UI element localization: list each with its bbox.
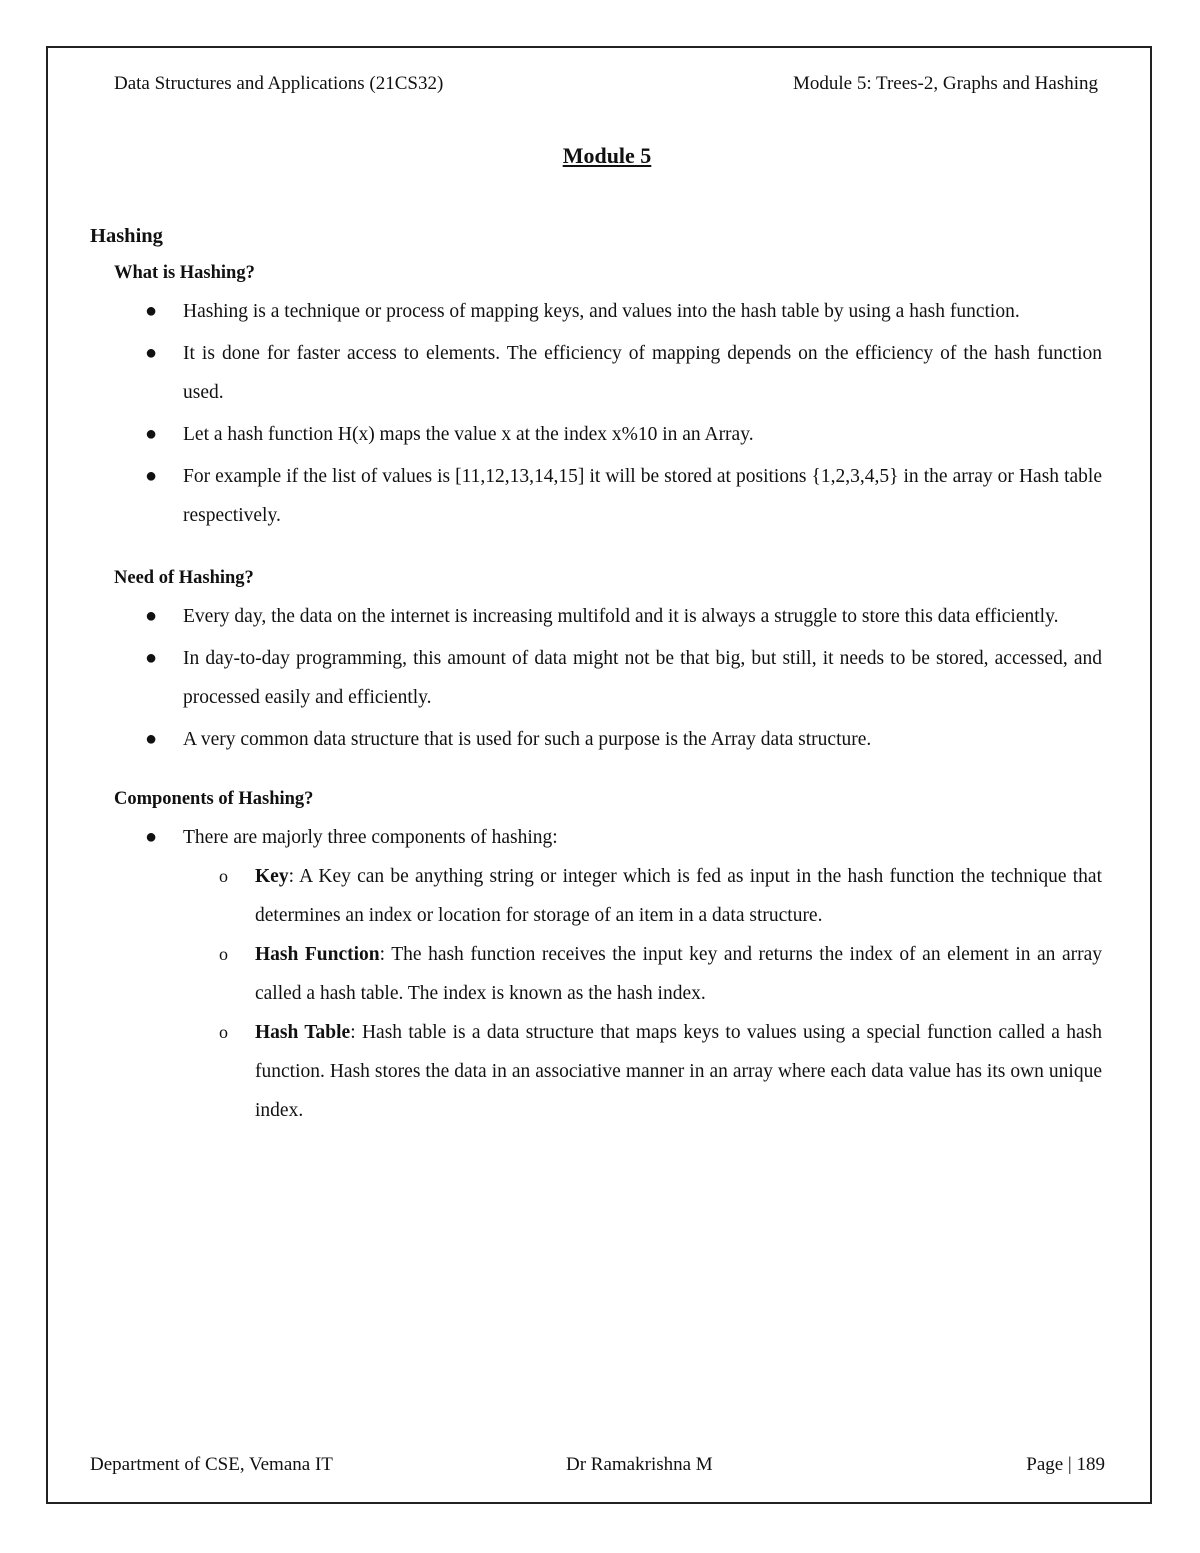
footer-department: Department of CSE, Vemana IT xyxy=(90,1454,333,1475)
section-heading-hashing: Hashing xyxy=(90,225,163,247)
subheading-what-is-hashing: What is Hashing? xyxy=(114,263,255,283)
list-item-text: Let a hash function H(x) maps the value x at the index x%10 in an Array. xyxy=(183,424,754,445)
list-item-text: In day-to-day programming, this amount of data might not be that big, but still, it needs to be stored, accessed, and processed easily and efficiently. xyxy=(183,648,1102,708)
footer-page-number: Page | 189 xyxy=(1026,1454,1105,1475)
header-course: Data Structures and Applications (21CS32) xyxy=(114,73,444,94)
list-item xyxy=(145,292,1102,331)
term-key: Key xyxy=(255,866,289,887)
list-item xyxy=(145,818,1102,1130)
sub-list-item xyxy=(219,1013,1102,1130)
list-item xyxy=(145,597,1102,636)
circle-bullet-icon: o xyxy=(219,1022,228,1042)
list-item-text: It is done for faster access to elements. The efficiency of mapping depends on the efficiency of the hash function used. xyxy=(183,343,1102,403)
bullet-icon: ● xyxy=(145,423,158,445)
term-description: : Hash table is a data structure that maps keys to values using a special function called a hash function. Hash stores the data in an associative manner in an array where each data value has its own unique index. xyxy=(255,1022,1102,1121)
bullet-icon: ● xyxy=(145,826,158,848)
bullet-icon: ● xyxy=(145,300,158,322)
subheading-components-of-hashing: Components of Hashing? xyxy=(114,789,314,809)
list-item-text: A very common data structure that is used for such a purpose is the Array data structure. xyxy=(183,729,872,750)
bullet-icon: ● xyxy=(145,647,158,669)
bullet-icon: ● xyxy=(145,342,158,364)
term-hash-function: Hash Function xyxy=(255,944,380,965)
footer-author: Dr Ramakrishna M xyxy=(566,1454,713,1475)
list-item xyxy=(145,639,1102,717)
components-list xyxy=(90,818,1102,1130)
subheading-need-of-hashing: Need of Hashing? xyxy=(114,568,254,588)
header-module: Module 5: Trees-2, Graphs and Hashing xyxy=(792,73,1098,94)
list-item-text: There are majorly three components of hashing: xyxy=(183,827,558,848)
list-item xyxy=(145,457,1102,535)
what-is-hashing-list xyxy=(90,292,1102,535)
list-item-text: Every day, the data on the internet is increasing multifold and it is always a struggle to store this data efficiently. xyxy=(183,606,1059,627)
list-item xyxy=(145,334,1102,412)
bullet-icon: ● xyxy=(145,465,158,487)
term-hash-table: Hash Table xyxy=(255,1022,351,1043)
page-title: Module 5 xyxy=(562,143,652,168)
list-item xyxy=(145,415,1102,454)
need-of-hashing-list xyxy=(90,597,1102,759)
sub-list-item xyxy=(219,857,1102,935)
circle-bullet-icon: o xyxy=(219,866,228,886)
term-description: : The hash function receives the input key and returns the index of an element in an array called a hash table. The index is known as the hash index. xyxy=(255,944,1102,1004)
bullet-icon: ● xyxy=(145,728,158,750)
list-item xyxy=(145,720,1102,759)
components-sub-list xyxy=(183,857,1102,1130)
page-content xyxy=(90,222,1102,1133)
circle-bullet-icon: o xyxy=(219,944,228,964)
list-item-text: For example if the list of values is [11,12,13,14,15] it will be stored at positions {1,2,3,4,5} in the array or Hash table respectively. xyxy=(183,466,1102,526)
list-item-text: Hashing is a technique or process of mapping keys, and values into the hash table by using a hash function. xyxy=(183,301,1020,322)
bullet-icon: ● xyxy=(145,605,158,627)
sub-list-item xyxy=(219,935,1102,1013)
term-description: : A Key can be anything string or integer which is fed as input in the hash function the technique that determines an index or location for storage of an item in a data structure. xyxy=(255,866,1102,926)
